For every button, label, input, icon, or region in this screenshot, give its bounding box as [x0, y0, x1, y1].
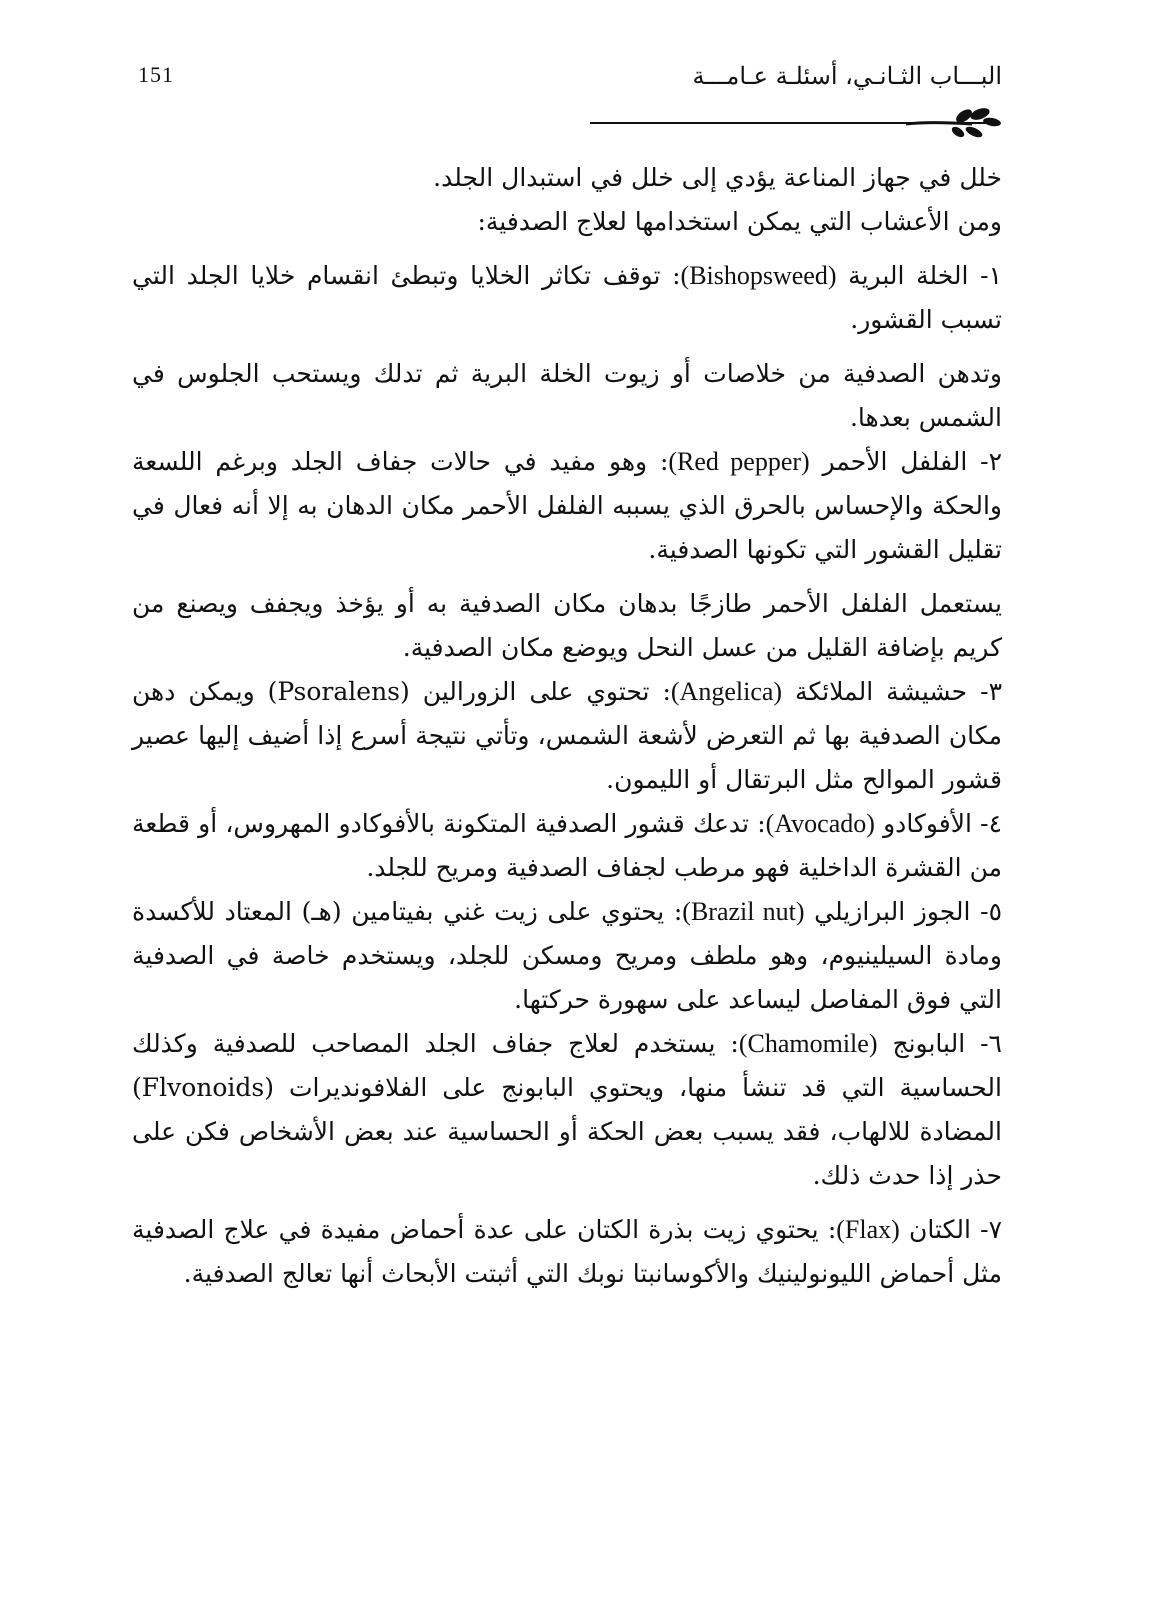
- paragraph-text: وتدهن الصدفية من خلاصات أو زيوت الخلة البرية ثم تدلك ويستحب الجلوس في الشمس بعدها.: [132, 359, 1002, 432]
- herb-latin-name: (Angelica): [670, 677, 783, 706]
- herb-name: ٧- الكتان: [899, 1215, 1003, 1244]
- herb-description: : يحتوي زيت بذرة الكتان على عدة أحماض مفيدة في علاج الصدفية مثل أحماض الليونولينيك والأكوسانبتا نوبك التي أثبتت الأبحاث أنها تعالج الصدفية.: [132, 1215, 1002, 1288]
- herb-description: : توقف تكاثر الخلايا وتبطئ انقسام خلايا الجلد التي تسبب القشور.: [132, 261, 1002, 334]
- herb-name: ٢- الفلفل الأحمر: [809, 447, 1002, 476]
- article-body: [132, 156, 1002, 1296]
- herb-description: : وهو مفيد في حالات جفاف الجلد وبرغم اللسعة والحكة والإحساس بالحرق الذي يسببه الفلفل الأحمر مكان الدهان به إلا أنه فعال في تقليل القشور التي تكونها الصدفية.: [132, 447, 1002, 564]
- paragraph-text: يستعمل الفلفل الأحمر طازجًا بدهان مكان الصدفية به أو يؤخذ ويجفف ويصنع من كريم بإضافة القليل من عسل النحل ويوضع مكان الصدفية.: [132, 589, 1002, 662]
- paragraph-bishopsweed-usage: [132, 352, 1002, 440]
- herb-name: ٥- الجوز البرازيلي: [804, 897, 1003, 926]
- herb-description: : تحتوي على الزورالين (Psoralens) ويمكن دهن مكان الصدفية بها ثم التعرض لأشعة الشمس، وتأتي نتيجة أسرع إذا أضيف إليها عصير قشور الموالح مثل البرتقال أو الليمون.: [132, 677, 1002, 794]
- paragraph-herbs-intro: [132, 200, 1002, 244]
- herb-item-angelica: [132, 670, 1002, 802]
- herb-description: : يحتوي على زيت غني بفيتامين (هـ) المعتاد للأكسدة ومادة السيلينيوم، وهو ملطف ومريح ومسكن للجلد، ويستخدم خاصة في الصدفية التي فوق المفاصل ليساعد على سهورة حركتها.: [132, 897, 1002, 1014]
- herb-name: ١- الخلة البرية: [836, 261, 1002, 290]
- herb-name: ٣- حشيشة الملائكة: [782, 677, 1002, 706]
- herb-item-bishopsweed: [132, 254, 1002, 342]
- herb-latin-name: (Avocado): [765, 809, 875, 838]
- herb-latin-name: (Bishopsweed): [680, 261, 837, 290]
- herb-item-chamomile: [132, 1022, 1002, 1198]
- paragraph-intro: [132, 156, 1002, 200]
- herb-item-red-pepper: [132, 440, 1002, 572]
- herb-item-brazil-nut: [132, 890, 1002, 1022]
- herb-latin-name: (Brazil nut): [682, 897, 805, 926]
- herb-name: ٦- البابونج: [877, 1029, 1002, 1058]
- herb-name: ٤- الأفوكادو: [874, 809, 1002, 838]
- paragraph-text: خلل في جهاز المناعة يؤدي إلى خلل في استبدال الجلد.: [433, 163, 1002, 192]
- leaf-ornament-icon: [902, 102, 1002, 142]
- herb-description: : يستخدم لعلاج جفاف الجلد المصاحب للصدفية وكذلك الحساسية التي قد تنشأ منها، ويحتوي البابونج على الفلافونديرات (Flvonoids) المضادة للالهاب، فقد يسبب بعض الحكة أو الحساسية عند بعض الأشخاص فكن على حذر إذا حدث ذلك.: [132, 1029, 1002, 1190]
- herb-latin-name: (Chamomile): [738, 1029, 878, 1058]
- herb-latin-name: (Flax): [836, 1215, 900, 1244]
- herb-item-avocado: [132, 802, 1002, 890]
- herb-latin-name: (Red pepper): [668, 447, 810, 476]
- paragraph-red-pepper-usage: [132, 582, 1002, 670]
- herb-description: : تدعك قشور الصدفية المتكونة بالأفوكادو المهروس، أو قطعة من القشرة الداخلية فهو مرطب لجفاف الصدفية ومريح للجلد.: [132, 809, 1002, 882]
- paragraph-text: ومن الأعشاب التي يمكن استخدامها لعلاج الصدفية:: [477, 207, 1002, 236]
- running-header: البـــاب الثـانـي، أسئلـة عـامـــة: [692, 62, 1002, 90]
- page-number: 151: [138, 62, 174, 87]
- herb-item-flax: [132, 1208, 1002, 1296]
